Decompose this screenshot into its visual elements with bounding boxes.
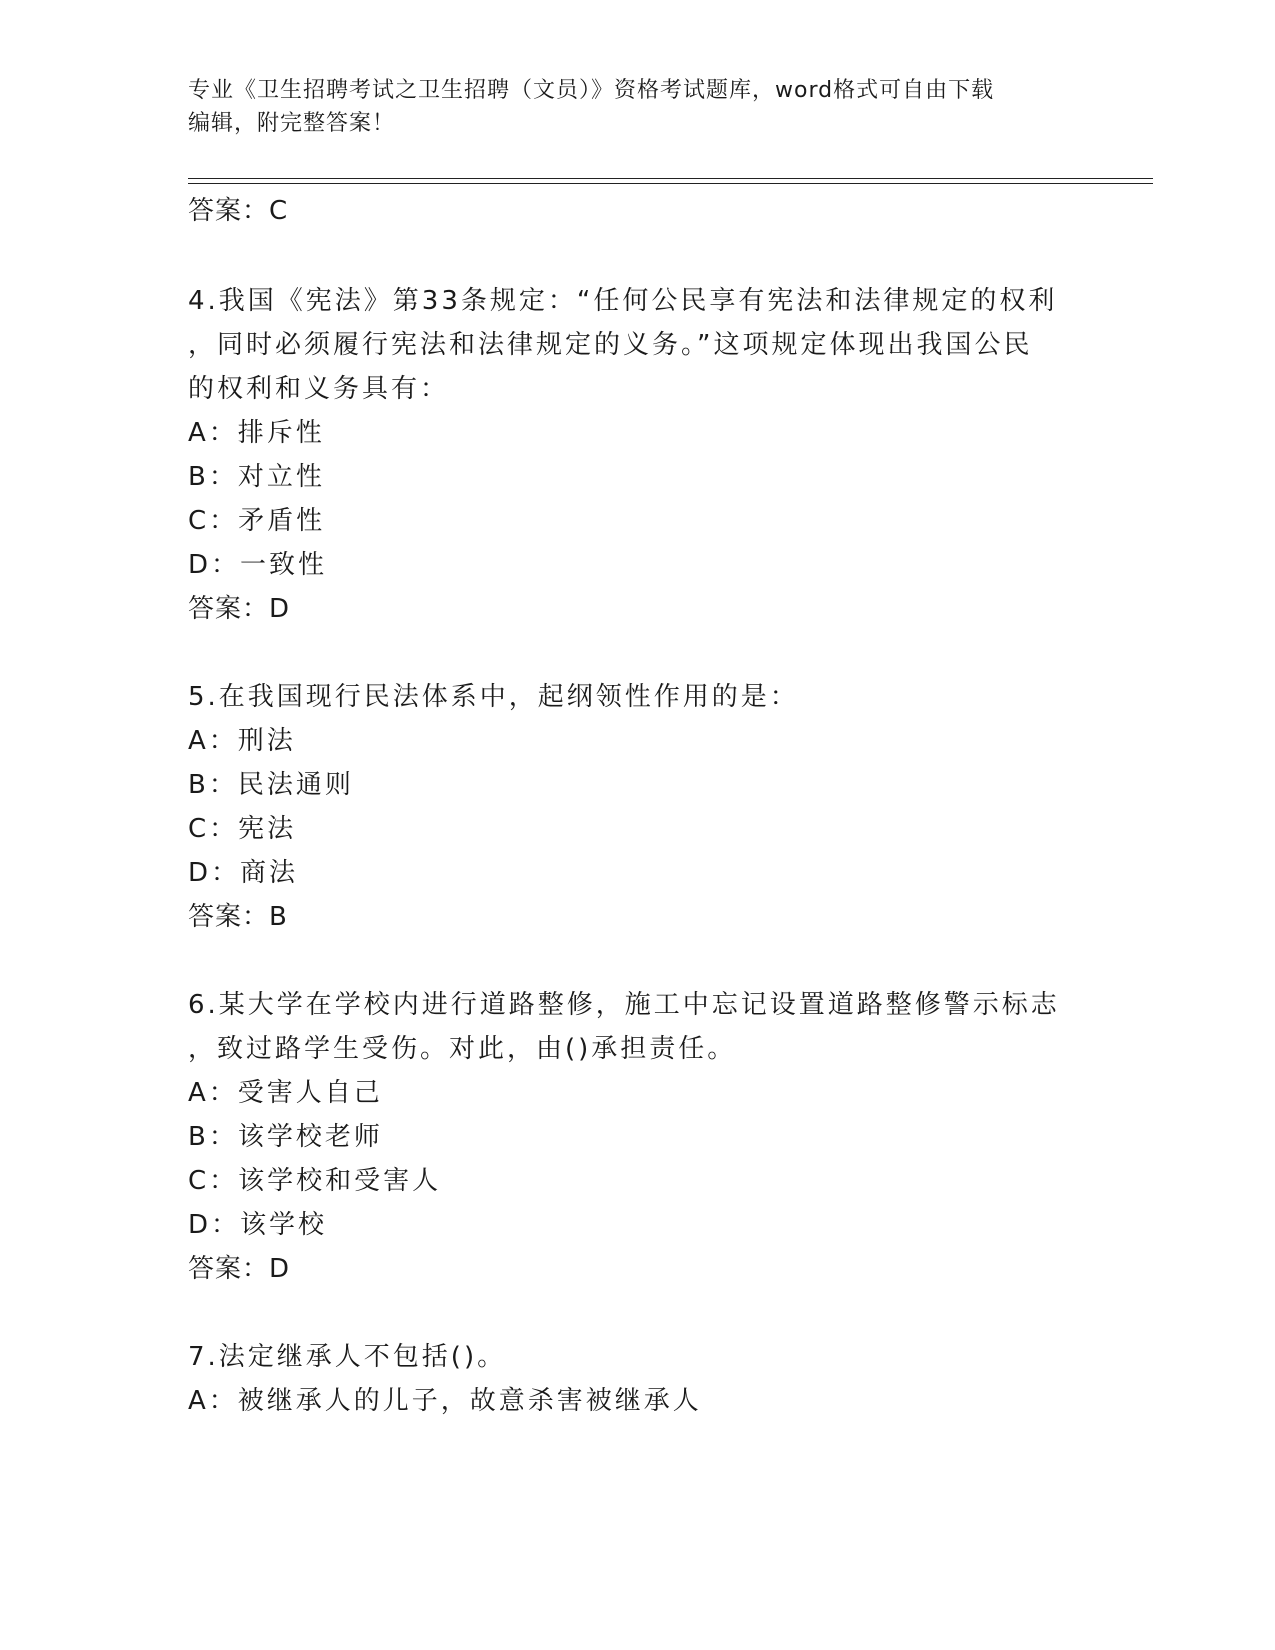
question-6-option-b: B：该学校老师: [188, 1122, 383, 1152]
question-4-option-a: A：排斥性: [188, 418, 325, 448]
question-4-line-3: 的权利和义务具有：: [188, 374, 450, 404]
question-6-line-1: 6.某大学在学校内进行道路整修，施工中忘记设置道路整修警示标志: [188, 990, 1060, 1020]
question-5-line-1: 5.在我国现行民法体系中，起纲领性作用的是：: [188, 682, 799, 712]
header-divider-top: [188, 178, 1153, 179]
question-4-option-c: C：矛盾性: [188, 506, 326, 536]
question-7-option-a: A：被继承人的儿子，故意杀害被继承人: [188, 1386, 702, 1416]
header-line-1: 专业《卫生招聘考试之卫生招聘（文员）》资格考试题库，word格式可自由下载: [188, 78, 995, 103]
header-line-2: 编辑，附完整答案！: [188, 111, 396, 136]
answer-4: 答案：D: [188, 594, 291, 624]
question-5-option-d: D：商法: [188, 858, 299, 888]
question-4-line-2: ，同时必须履行宪法和法律规定的义务。”这项规定体现出我国公民: [188, 330, 1033, 360]
answer-6: 答案：D: [188, 1254, 291, 1284]
question-7-line-1: 7.法定继承人不包括()。: [188, 1342, 507, 1372]
header-divider-bottom: [188, 183, 1153, 184]
question-6-option-a: A：受害人自己: [188, 1078, 383, 1108]
question-4-option-d: D：一致性: [188, 550, 328, 580]
question-5-option-a: A：刑法: [188, 726, 296, 756]
document-header: [188, 74, 1088, 140]
question-4-line-1: 4.我国《宪法》第33条规定：“任何公民享有宪法和法律规定的权利: [188, 286, 1058, 316]
question-5-option-c: C：宪法: [188, 814, 297, 844]
answer-5: 答案：B: [188, 902, 288, 932]
question-4-option-b: B：对立性: [188, 462, 325, 492]
question-5-option-b: B：民法通则: [188, 770, 354, 800]
question-6-option-c: C：该学校和受害人: [188, 1166, 442, 1196]
question-6-option-d: D：该学校: [188, 1210, 328, 1240]
answer-3: 答案：C: [188, 196, 289, 226]
question-6-line-2: ，致过路学生受伤。对此，由()承担责任。: [188, 1034, 737, 1064]
